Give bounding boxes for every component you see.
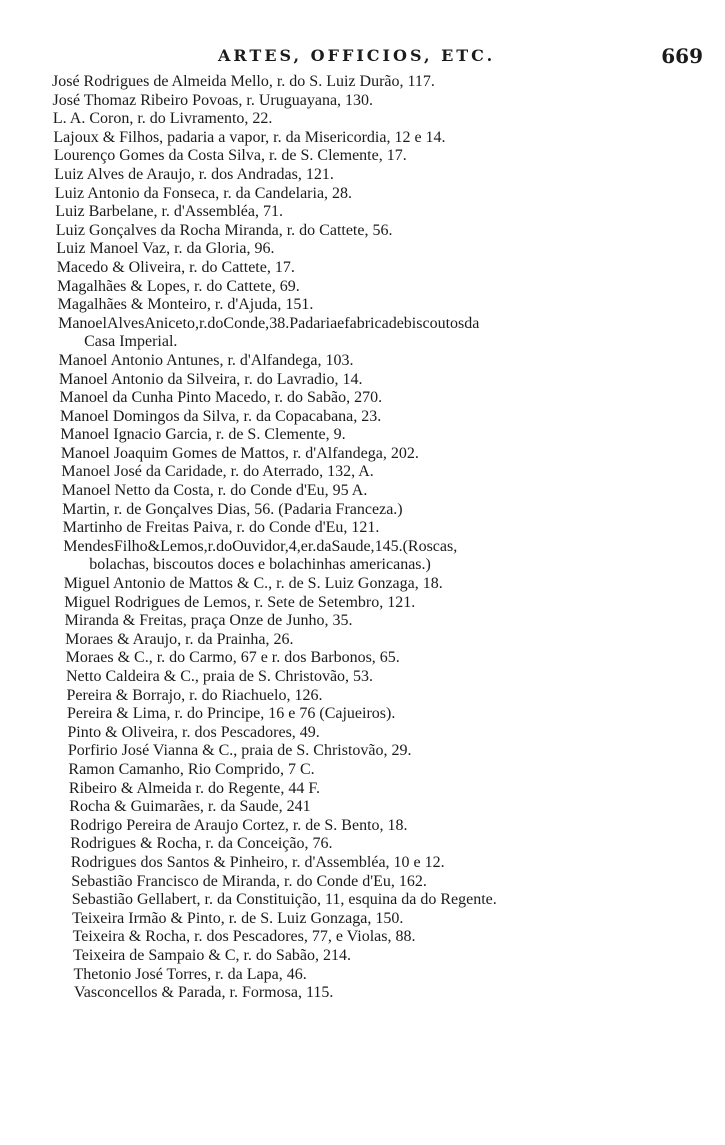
entry-first-line: Miguel Antonio de Mattos & C., r. de S. Luiz Gonzaga, 18. <box>63 575 443 593</box>
directory-entry <box>60 389 725 408</box>
directory-entry <box>71 854 725 873</box>
entry-word: fabrica <box>344 314 389 332</box>
entry-first-line: Miranda & Freitas, praça Onze de Junho, 35. <box>64 612 353 630</box>
entry-first-line: Vasconcellos & Parada, r. Formosa, 115. <box>74 984 334 1002</box>
running-head <box>0 44 725 68</box>
entry-first-line: Magalhães & Monteiro, r. d'Ajuda, 151. <box>57 296 314 314</box>
directory-entry <box>56 240 725 259</box>
directory-entry <box>58 315 725 352</box>
entry-first-line: Manoel Joaquim Gomes de Mattos, r. d'Alfandega, 202. <box>60 444 419 462</box>
directory-entry <box>63 538 725 575</box>
entry-word: Manoel <box>58 314 107 332</box>
entry-first-line: Moraes & Araujo, r. da Prainha, 26. <box>65 630 294 648</box>
entry-first-line: Miguel Rodrigues de Lemos, r. Sete de Setembro, 121. <box>64 593 416 611</box>
entry-word: e <box>300 537 308 555</box>
entry-word: Mendes <box>63 537 114 555</box>
entry-first-line: Manoel Netto da Costa, r. do Conde d'Eu, 95 A. <box>61 482 368 500</box>
directory-entry <box>66 668 725 687</box>
directory-entry <box>61 463 725 482</box>
directory-entry <box>53 110 725 129</box>
directory-entry <box>71 873 725 892</box>
page-number: 669 <box>661 44 703 68</box>
entry-first-line: Rocha & Guimarães, r. da Saude, 241 <box>69 798 311 816</box>
entry-first-line: Sebastião Francisco de Miranda, r. do Conde d'Eu, 162. <box>71 872 427 890</box>
directory-entry <box>65 612 725 631</box>
directory-entry <box>58 296 725 315</box>
entry-word: Alves <box>106 314 145 332</box>
entry-first-line: Pinto & Oliveira, r. dos Pescadores, 49. <box>67 723 320 741</box>
entry-first-line: José Rodrigues de Almeida Mello, r. do S. Luiz Durão, 117. <box>52 73 435 90</box>
directory-entry <box>69 798 725 817</box>
directory-entry <box>69 780 725 799</box>
entry-first-line: Martinho de Freitas Paiva, r. do Conde d'Eu, 121. <box>62 519 380 537</box>
entry-first-line: Manoel Ignacio Garcia, r. de S. Clemente, 9. <box>60 426 346 444</box>
directory-entry <box>61 445 725 464</box>
entry-first-line: Moraes & C., r. do Carmo, 67 e r. dos Barbonos, 65. <box>65 649 400 667</box>
directory-entry <box>65 631 725 650</box>
directory-entry <box>54 147 725 166</box>
entry-first-line: Rodrigo Pereira de Araujo Cortez, r. de S. Bento, 18. <box>69 816 408 834</box>
entry-word: 145. <box>374 537 403 555</box>
entry-continuation-line: Casa Imperial. <box>84 333 178 351</box>
entry-first-line: Porfirio José Vianna & C., praia de S. Christovão, 29. <box>67 742 412 760</box>
entry-first-line: Magalhães & Lopes, r. do Cattete, 69. <box>57 277 300 295</box>
entry-first-line: Thetonio José Torres, r. da Lapa, 46. <box>73 965 307 983</box>
entry-first-line: Teixeira de Sampaio & C, r. do Sabão, 214. <box>73 946 352 964</box>
entry-first-line: José Thomaz Ribeiro Povoas, r. Uruguayana, 130. <box>52 91 374 109</box>
directory-entry <box>62 501 725 520</box>
entry-word: do <box>207 314 224 332</box>
directory-entry <box>55 203 725 222</box>
directory-entry <box>52 73 725 92</box>
directory-entry <box>55 185 725 204</box>
directory-entry <box>66 649 725 668</box>
entry-first-line: Teixeira & Rocha, r. dos Pescadores, 77, e Violas, 88. <box>72 928 416 946</box>
entry-first-line: Teixeira Irmão & Pinto, r. de S. Luiz Gonzaga, 150. <box>72 909 404 927</box>
entry-first-line: Rodrigues & Rocha, r. da Conceição, 76. <box>70 835 333 853</box>
directory-entry <box>67 724 725 743</box>
directory-entry <box>70 817 725 836</box>
directory-entry <box>73 947 725 966</box>
entry-word: do <box>216 537 233 555</box>
entry-first-line: Netto Caldeira & C., praia de S. Christovão, 53. <box>66 668 374 685</box>
directory-entry <box>53 129 725 148</box>
entry-first-line: L. A. Coron, r. do Livramento, 22. <box>52 110 273 128</box>
directory-entry <box>72 891 725 910</box>
directory-entry <box>53 92 725 111</box>
directory-entry <box>74 966 725 985</box>
directory-entry <box>64 575 725 594</box>
directory-entry <box>70 835 725 854</box>
directory-entry <box>59 371 725 390</box>
entry-word: da <box>316 537 332 555</box>
entry-first-line: Manoel da Cunha Pinto Macedo, r. do Sabão, 270. <box>59 389 383 407</box>
entry-word: r. <box>207 537 217 555</box>
entry-first-line <box>63 538 703 557</box>
entry-first-line: Manoel Antonio Antunes, r. d'Alfandega, 103. <box>58 351 354 369</box>
directory-entry <box>67 687 725 706</box>
entry-word: & <box>147 537 161 555</box>
entry-word: r. <box>198 314 208 332</box>
entry-first-line: Manoel Domingos da Silva, r. da Copacabana, 23. <box>60 407 382 425</box>
entry-word: Lemos, <box>160 537 208 555</box>
entry-first-line: Pereira & Borrajo, r. do Riachuelo, 126. <box>66 686 323 704</box>
entry-first-line: Macedo & Oliveira, r. do Cattete, 17. <box>56 258 295 276</box>
entry-first-line: Luiz Manoel Vaz, r. da Gloria, 96. <box>56 240 275 258</box>
directory-entry <box>57 278 725 297</box>
entry-first-line: Ribeiro & Almeida r. do Regente, 44 F. <box>68 779 321 797</box>
directory-entry <box>74 984 725 1003</box>
directory-entries <box>0 73 725 1003</box>
entry-word: 4, <box>288 537 301 555</box>
entry-word: r. <box>307 537 317 555</box>
entry-word: biscoutos <box>403 314 465 332</box>
entry-first-line: Luiz Gonçalves da Rocha Miranda, r. do Cattete, 56. <box>55 221 393 239</box>
entry-word: da <box>464 314 480 332</box>
entry-first-line: Luiz Antonio da Fonseca, r. da Candelaria, 28. <box>54 184 353 202</box>
entry-first-line: Luiz Barbelane, r. d'Assembléa, 71. <box>55 203 283 221</box>
directory-entry <box>73 928 725 947</box>
entry-word: Aniceto, <box>144 314 199 332</box>
directory-entry <box>54 166 725 185</box>
entry-first-line: Lourenço Gomes da Costa Silva, r. de S. Clemente, 17. <box>53 147 407 165</box>
entry-first-line: Ramon Camanho, Rio Comprido, 7 C. <box>68 760 315 778</box>
entry-first-line: Rodrigues dos Santos & Pinheiro, r. d'Assembléa, 10 e 12. <box>70 853 445 871</box>
entry-word: Conde, <box>223 314 270 332</box>
entry-word: Padaria <box>289 314 338 332</box>
entry-word: 38. <box>269 314 290 332</box>
entry-word: de <box>388 314 404 332</box>
directory-entry <box>57 259 725 278</box>
directory-entry <box>72 910 725 929</box>
entry-first-line: Luiz Alves de Araujo, r. dos Andradas, 121. <box>54 165 334 183</box>
running-title: ARTES, OFFICIOS, ETC. <box>218 46 496 65</box>
directory-entry <box>63 519 725 538</box>
entry-word: Ouvidor, <box>232 537 289 555</box>
entry-continuation-line: bolachas, biscoutos doces e bolachinhas americanas.) <box>89 556 431 574</box>
entry-first-line <box>58 315 703 334</box>
directory-entry <box>62 482 725 501</box>
directory-entry <box>68 761 725 780</box>
directory-entry <box>68 742 725 761</box>
directory-entry <box>56 222 725 241</box>
directory-entry <box>60 408 725 427</box>
entry-first-line: Pereira & Lima, r. do Principe, 16 e 76 (Cajueiros). <box>67 705 396 723</box>
entry-first-line: Martin, r. de Gonçalves Dias, 56. (Padaria Franceza.) <box>62 500 403 518</box>
entry-word: Filho <box>113 537 148 555</box>
directory-entry <box>67 705 725 724</box>
entry-word: e <box>337 314 345 332</box>
entry-first-line: Sebastião Gellabert, r. da Constituição, 11, esquina da do Regente. <box>71 891 497 909</box>
entry-first-line: Manoel José da Caridade, r. do Aterrado, 132, A. <box>61 463 374 481</box>
directory-entry <box>60 426 725 445</box>
directory-entry <box>64 594 725 613</box>
entry-word: (Roscas, <box>402 537 458 555</box>
entry-first-line: Manoel Antonio da Silveira, r. do Lavradio, 14. <box>59 370 363 388</box>
directory-entry <box>59 352 725 371</box>
entry-word: Saude, <box>331 537 375 555</box>
entry-first-line: Lajoux & Filhos, padaria a vapor, r. da Misericordia, 12 e 14. <box>53 128 446 146</box>
